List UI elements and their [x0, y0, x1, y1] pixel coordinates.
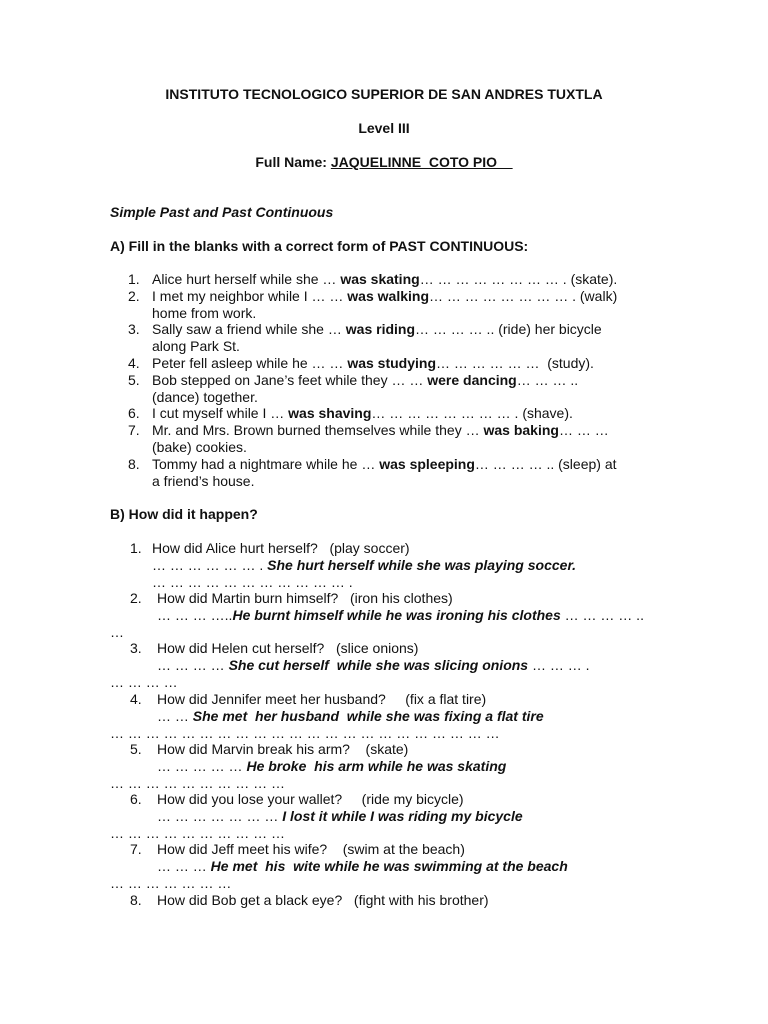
question-item: 7.: [130, 841, 142, 857]
list-item: 6.: [128, 405, 140, 421]
question-item: 3.: [130, 640, 142, 656]
question-text: How did Jeff meet his wife? (swim at the beach): [157, 841, 465, 857]
answer-trail: … … … … … … … … … … … .: [152, 574, 353, 590]
question-hint: (fix a flat tire): [405, 691, 487, 707]
answer-line: … … … He met his wite while he was swimming at the beach: [157, 858, 568, 874]
list-item-text: Mr. and Mrs. Brown burned themselves while they … was baking… … …: [152, 422, 609, 438]
question-hint: (skate): [365, 741, 409, 757]
answer: was studying: [347, 355, 437, 371]
answer-trail: …: [110, 624, 124, 640]
answer-trail: … … … … … … …: [110, 875, 232, 891]
list-item-text: I cut myself while I … was shaving… … … … … … … … . (shave).: [152, 405, 573, 421]
question-item: 2.: [130, 590, 142, 606]
answer: He broke his arm while he was skating: [246, 758, 507, 774]
section-a-title: A) Fill in the blanks with a correct form of PAST CONTINUOUS:: [110, 238, 529, 254]
answer: She cut herself while she was slicing onions: [228, 657, 529, 673]
list-item-text: Peter fell asleep while he … … was studying… … … … … … (study).: [152, 355, 594, 371]
answer: was riding: [345, 321, 415, 337]
answer-trail: … … … … … … … … … …: [110, 775, 286, 791]
list-item: 4.: [128, 355, 140, 371]
answer: He met his wite while he was swimming at the beach: [210, 858, 568, 874]
question-hint: (iron his clothes): [349, 590, 453, 606]
list-item-continuation: (dance) together.: [152, 389, 258, 405]
list-item-text: Bob stepped on Jane’s feet while they … … were dancing… … … ..: [152, 372, 579, 388]
question-text: How did Alice hurt herself? (play soccer): [152, 540, 410, 556]
answer: were dancing: [427, 372, 517, 388]
list-item: 2.: [128, 288, 140, 304]
answer: was spleeping: [379, 456, 475, 472]
answer-line: … … … … … … . She hurt herself while she was playing soccer.: [152, 557, 577, 573]
answer-line: … … … …..He burnt himself while he was ironing his clothes … … … … ..: [157, 607, 644, 623]
question-item: 4.: [130, 691, 142, 707]
list-item-continuation: (bake) cookies.: [152, 439, 247, 455]
question-text: How did Helen cut herself? (slice onions): [157, 640, 419, 656]
list-item-text: Tommy had a nightmare while he … was spleeping… … … … .. (sleep) at: [152, 456, 617, 472]
answer-line: … … … … … … … I lost it while I was riding my bicycle: [157, 808, 523, 824]
list-item-continuation: along Park St.: [152, 338, 240, 354]
question-text: How did Martin burn himself? (iron his clothes): [157, 590, 453, 606]
question-item: 8.: [130, 892, 142, 908]
answer: I lost it while I was riding my bicycle: [282, 808, 523, 824]
answer: She hurt herself while she was playing soccer.: [267, 557, 577, 573]
answer-line: … … She met her husband while she was fixing a flat tire: [157, 708, 544, 724]
answer-line: … … … … She cut herself while she was slicing onions … … … .: [157, 657, 590, 673]
answer: She met her husband while she was fixing a flat tire: [192, 708, 544, 724]
full-name-label: Full Name:: [255, 154, 331, 170]
list-item: 5.: [128, 372, 140, 388]
list-item: 1.: [128, 271, 140, 287]
answer: was skating: [340, 271, 420, 287]
question-item: 5.: [130, 741, 142, 757]
full-name-line: [0, 154, 768, 171]
question-text: How did you lose your wallet? (ride my bicycle): [157, 791, 464, 807]
list-item: 3.: [128, 321, 140, 337]
question-hint: (fight with his brother): [353, 892, 489, 908]
question-text: How did Marvin break his arm? (skate): [157, 741, 409, 757]
question-hint: (swim at the beach): [342, 841, 465, 857]
institution-title: INSTITUTO TECNOLOGICO SUPERIOR DE SAN ANDRES TUXTLA: [165, 86, 603, 102]
question-text: How did Jennifer meet her husband? (fix a flat tire): [157, 691, 487, 707]
list-item-text: I met my neighbor while I … … was walking… … … … … … … … . (walk): [152, 288, 618, 304]
answer: was walking: [347, 288, 429, 304]
question-item: 6.: [130, 791, 142, 807]
answer-line: … … … … … He broke his arm while he was skating: [157, 758, 507, 774]
answer: He burnt himself while he was ironing his clothes: [232, 607, 561, 623]
list-item-continuation: home from work.: [152, 305, 257, 321]
section-b-title: B) How did it happen?: [110, 506, 258, 522]
question-hint: (slice onions): [335, 640, 419, 656]
answer: was baking: [483, 422, 559, 438]
topic-heading: Simple Past and Past Continuous: [110, 204, 334, 220]
answer-trail: … … … … … … … … … …: [110, 825, 286, 841]
list-item-text: Alice hurt herself while she … was skating… … … … … … … … . (skate).: [152, 271, 618, 287]
list-item: 7.: [128, 422, 140, 438]
answer: was shaving: [288, 405, 372, 421]
question-hint: (ride my bicycle): [361, 791, 464, 807]
answer-trail: … … … …: [110, 674, 178, 690]
list-item: 8.: [128, 456, 140, 472]
list-item-continuation: a friend’s house.: [152, 473, 255, 489]
list-item-text: Sally saw a friend while she … was riding… … … … .. (ride) her bicycle: [152, 321, 602, 337]
level-label: Level III: [358, 120, 410, 136]
full-name-value: JAQUELINNE COTO PIO: [330, 154, 513, 170]
question-text: How did Bob get a black eye? (fight with his brother): [157, 892, 489, 908]
answer-trail: … … … … … … … … … … … … … … … … … … … … … …: [110, 725, 500, 741]
question-item: 1.: [130, 540, 142, 556]
question-hint: (play soccer): [329, 540, 410, 556]
